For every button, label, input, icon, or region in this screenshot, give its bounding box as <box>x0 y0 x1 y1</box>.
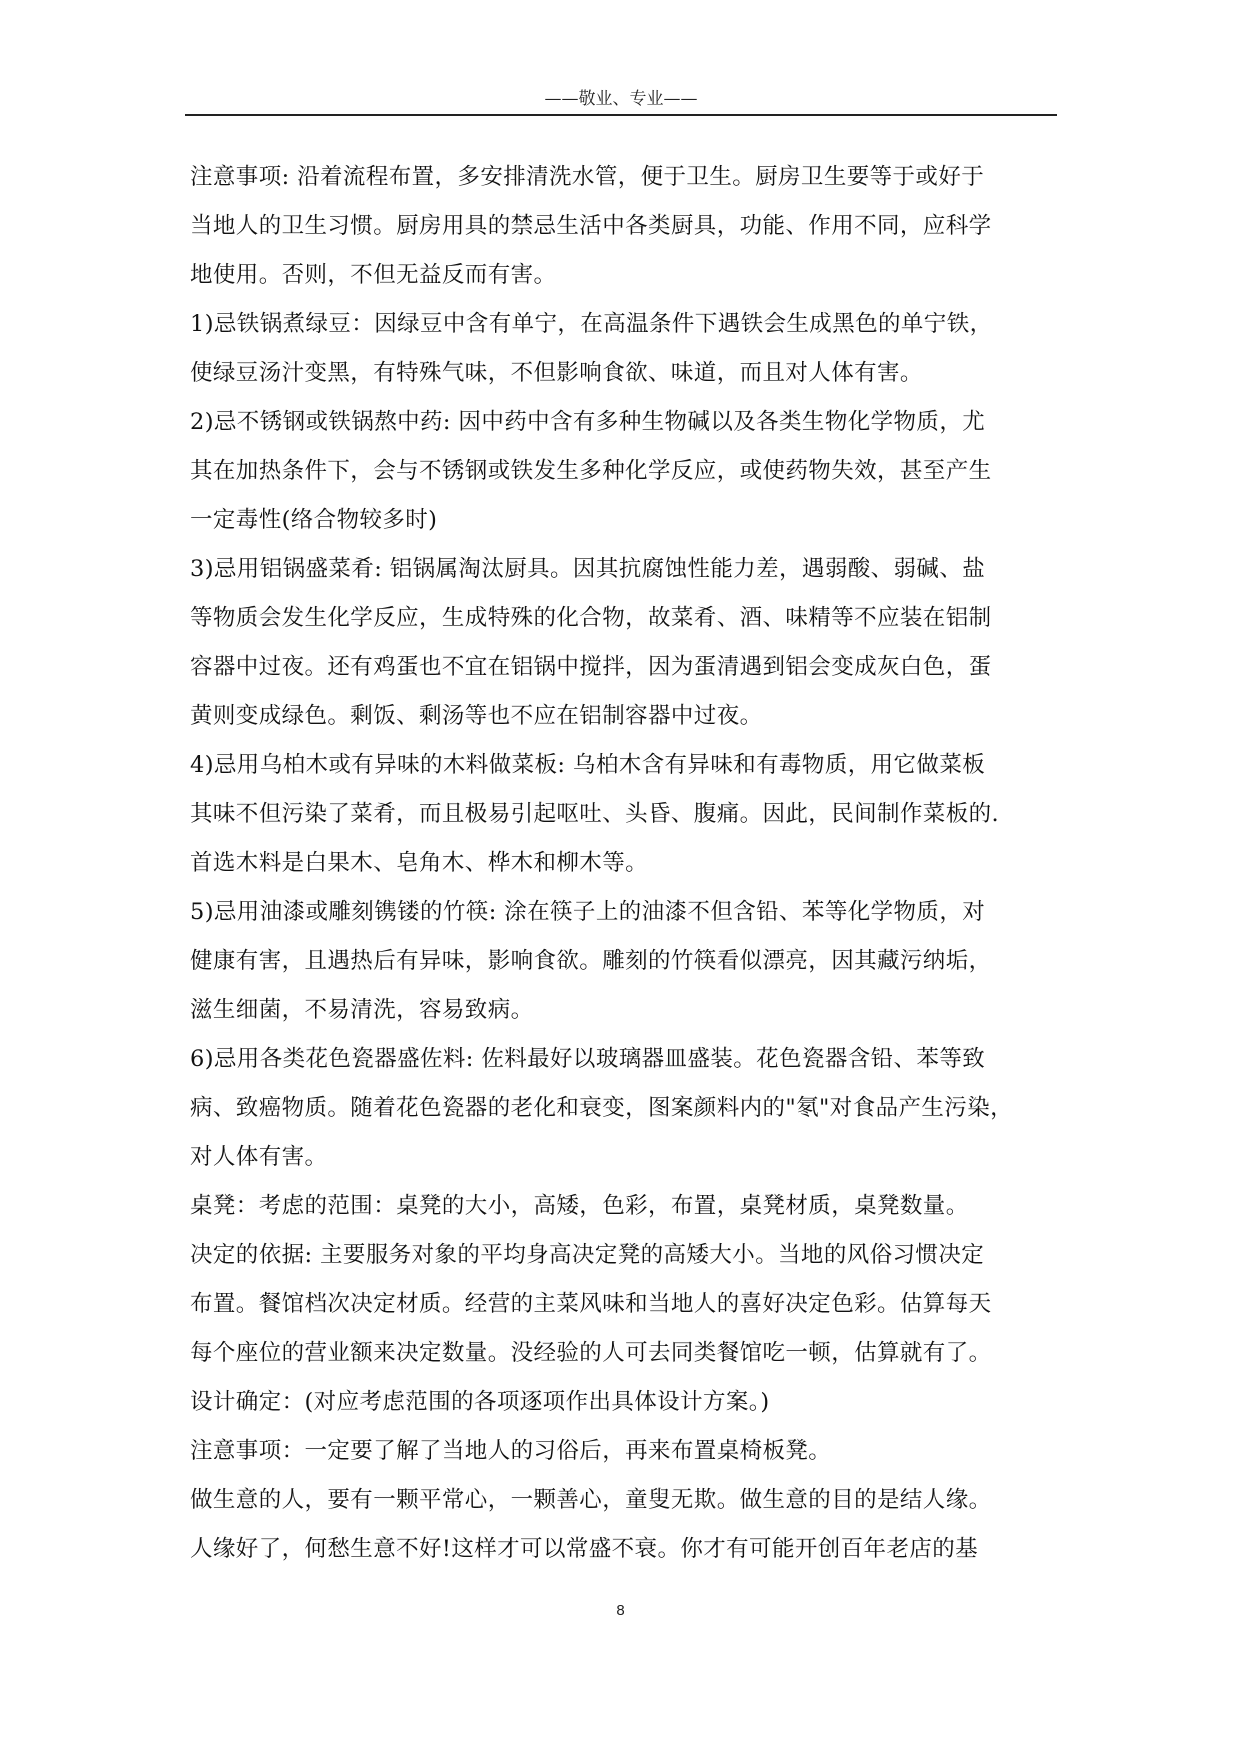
text-line: 每个座位的营业额来决定数量。没经验的人可去同类餐馆吃一顿，估算就有了。 <box>190 1340 992 1366</box>
text-line: 决定的依据: 主要服务对象的平均身高决定凳的高矮大小。当地的风俗习惯决定 <box>190 1242 985 1268</box>
text-line: 使绿豆汤汁变黑，有特殊气味，不但影响食欲、味道，而且对人体有害。 <box>190 360 923 386</box>
text-line: 病、致癌物质。随着花色瓷器的老化和衰变，图案颜料内的"氡"对食品产生污染， <box>190 1095 1013 1121</box>
text-line: 容器中过夜。还有鸡蛋也不宜在铝锅中搅拌，因为蛋清遇到铝会变成灰白色，蛋 <box>190 654 992 680</box>
text-line: 布置。餐馆档次决定材质。经营的主菜风味和当地人的喜好决定色彩。估算每天 <box>190 1291 992 1317</box>
body-text <box>190 153 1056 1574</box>
header-divider <box>185 114 1057 116</box>
text-line: 等物质会发生化学反应，生成特殊的化合物，故菜肴、酒、味精等不应装在铝制 <box>190 605 992 631</box>
text-line: 其味不但污染了菜肴，而且极易引起呕吐、头昏、腹痛。因此，民间制作菜板的. <box>190 801 1000 827</box>
page-number: 8 <box>616 1602 625 1619</box>
text-line: 5)忌用油漆或雕刻镌镂的竹筷: 涂在筷子上的油漆不但含铅、苯等化学物质，对 <box>190 899 986 925</box>
text-line: 对人体有害。 <box>190 1144 328 1170</box>
text-line: 其在加热条件下，会与不锈钢或铁发生多种化学反应，或使药物失效，甚至产生 <box>190 458 992 484</box>
text-line: 注意事项：一定要了解了当地人的习俗后，再来布置桌椅板凳。 <box>190 1438 832 1464</box>
text-line: 4)忌用乌柏木或有异味的木料做菜板: 乌柏木含有异味和有毒物质，用它做菜板 <box>190 752 986 778</box>
text-line: 1)忌铁锅煮绿豆：因绿豆中含有单宁，在高温条件下遇铁会生成黑色的单宁铁， <box>190 311 993 337</box>
text-line: 设计确定：(对应考虑范围的各项逐项作出具体设计方案。) <box>190 1389 770 1415</box>
text-line: 一定毒性(络合物较多时) <box>190 507 438 533</box>
text-line: 6)忌用各类花色瓷器盛佐料: 佐料最好以玻璃器皿盛装。花色瓷器含铅、苯等致 <box>190 1046 986 1072</box>
text-line: 注意事项: 沿着流程布置，多安排清洗水管，便于卫生。厨房卫生要等于或好于 <box>190 164 985 190</box>
text-line: 健康有害，且遇热后有异味，影响食欲。雕刻的竹筷看似漂亮，因其藏污纳垢， <box>190 948 992 974</box>
text-line: 桌凳：考虑的范围：桌凳的大小，高矮，色彩，布置，桌凳材质，桌凳数量。 <box>190 1193 969 1219</box>
text-line: 地使用。否则，不但无益反而有害。 <box>190 262 557 288</box>
text-line: 首选木料是白果木、皂角木、桦木和柳木等。 <box>190 850 649 876</box>
text-line: 3)忌用铝锅盛菜肴: 铝锅属淘汰厨具。因其抗腐蚀性能力差，遇弱酸、弱碱、盐 <box>190 556 986 582</box>
text-line: 当地人的卫生习惯。厨房用具的禁忌生活中各类厨具，功能、作用不同，应科学 <box>190 213 992 239</box>
text-line: 人缘好了，何愁生意不好!这样才可以常盛不衰。你才有可能开创百年老店的基 <box>190 1536 979 1562</box>
text-line: 2)忌不锈钢或铁锅熬中药: 因中药中含有多种生物碱以及各类生物化学物质，尤 <box>190 409 986 435</box>
text-line: 黄则变成绿色。剩饭、剩汤等也不应在铝制容器中过夜。 <box>190 703 763 729</box>
text-line: 滋生细菌，不易清洗，容易致病。 <box>190 997 534 1023</box>
page-header: ——敬业、专业—— <box>544 89 698 109</box>
text-line: 做生意的人，要有一颗平常心，一颗善心，童叟无欺。做生意的目的是结人缘。 <box>190 1487 992 1513</box>
